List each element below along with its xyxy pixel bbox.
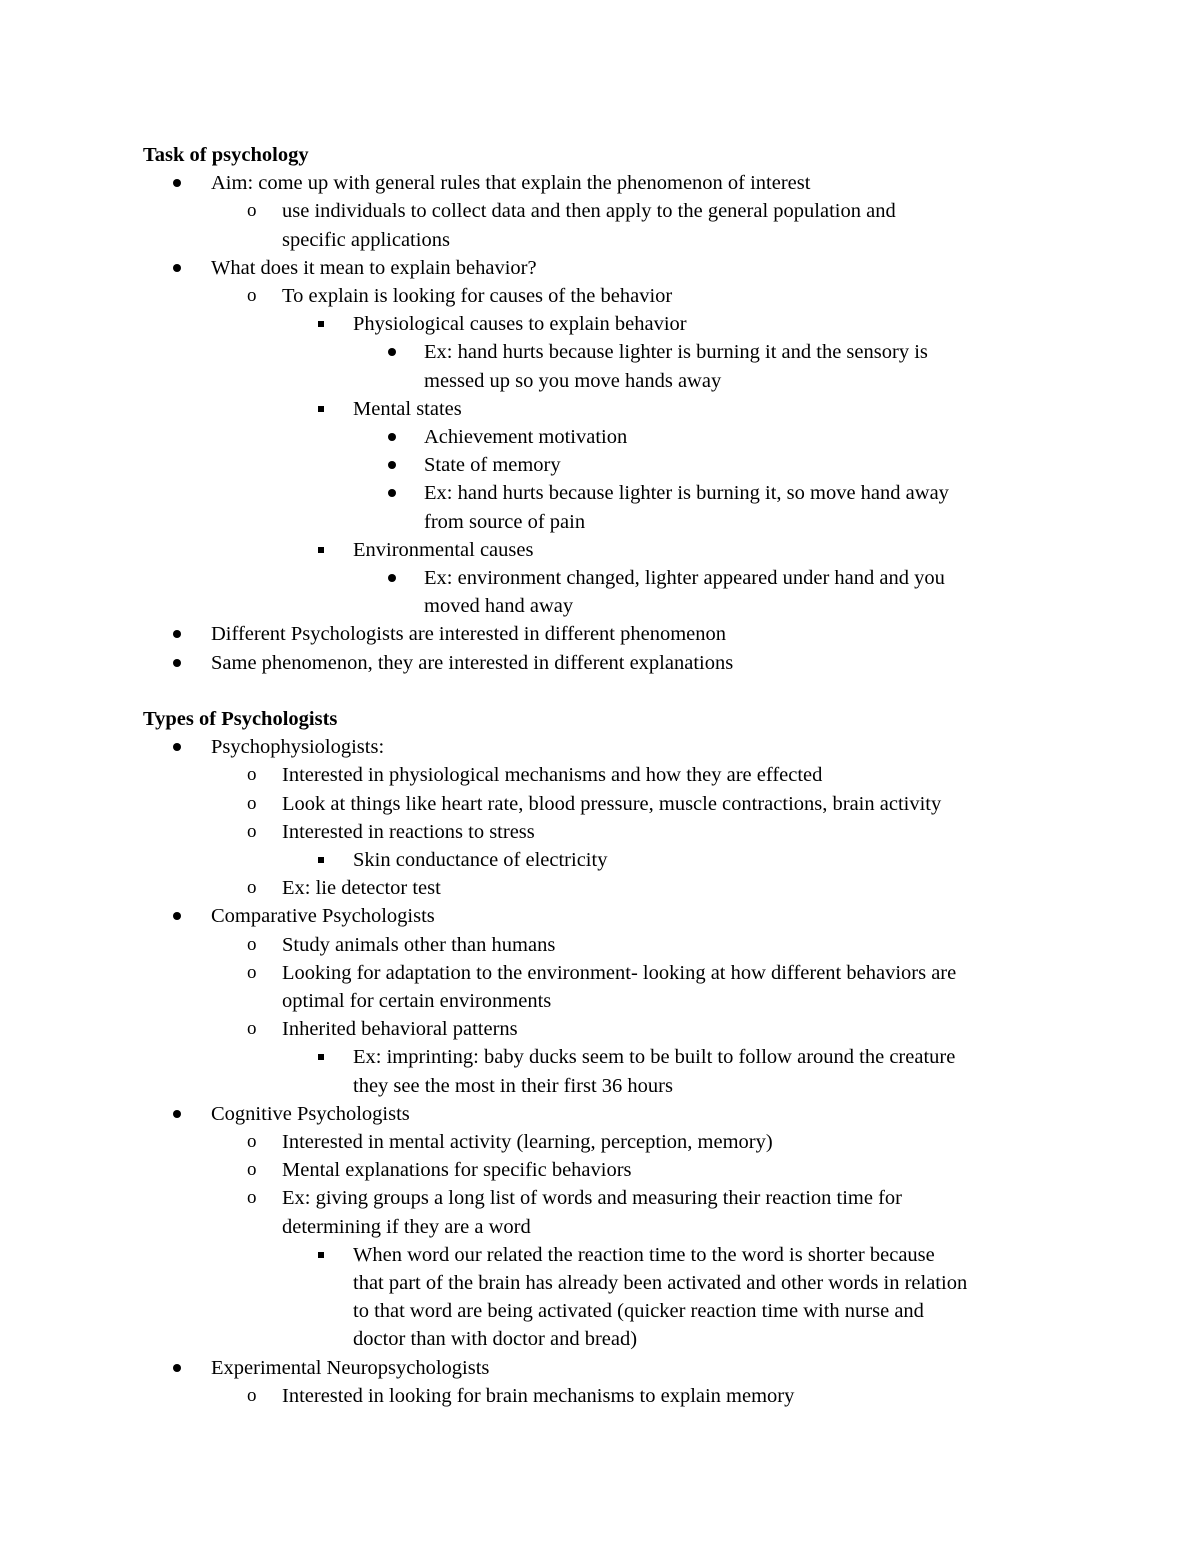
list-item-text: Different Psychologists are interested in different phenomenon (211, 623, 727, 646)
list-item-text: Same phenomenon, they are interested in different explanations (211, 651, 734, 674)
list-item-text: Look at things like heart rate, blood pressure, muscle contractions, brain activity (282, 792, 942, 815)
list-item-text: from source of pain (424, 510, 586, 533)
list-item-text: moved hand away (424, 595, 574, 618)
bullet-circle-icon: o (247, 961, 257, 983)
list-item-text: to that word are being activated (quicker reaction time with nurse and (353, 1300, 924, 1323)
list-item-text: Interested in looking for brain mechanisms to explain memory (282, 1384, 795, 1407)
section-heading: Task of psychology (143, 144, 309, 166)
list-item-text: Comparative Psychologists (211, 905, 435, 928)
list-item-text: Mental states (353, 397, 462, 420)
list-item-text: Inherited behavioral patterns (282, 1018, 518, 1041)
list-item-text: Mental explanations for specific behaviors (282, 1159, 632, 1182)
list-item-text: Aim: come up with general rules that explain the phenomenon of interest (211, 172, 811, 195)
bullet-circle-icon: o (247, 792, 257, 814)
list-item-text: Experimental Neuropsychologists (211, 1356, 490, 1379)
list-item-text: State of memory (424, 454, 561, 477)
list-item-text: specific applications (282, 228, 450, 251)
bullet-circle-icon: o (247, 820, 257, 842)
list-item-text: Ex: environment changed, lighter appeared under hand and you (424, 567, 945, 589)
list-item-text: they see the most in their first 36 hours (353, 1074, 673, 1097)
bullet-circle-icon: o (247, 1159, 257, 1181)
list-item-text: Interested in mental activity (learning, perception, memory) (282, 1131, 773, 1153)
list-item-text: When word our related the reaction time to the word is shorter because (353, 1243, 935, 1266)
bullet-circle-icon: o (247, 877, 257, 899)
list-item-text: Skin conductance of electricity (353, 849, 608, 871)
list-item-text: Ex: imprinting: baby ducks seem to be built to follow around the creature (353, 1046, 956, 1069)
list-item-text: Psychophysiologists: (211, 736, 385, 759)
bullet-circle-icon: o (247, 1187, 257, 1209)
list-item-text: determining if they are a word (282, 1215, 531, 1238)
list-item-text: that part of the brain has already been activated and other words in relation (353, 1272, 968, 1294)
section-heading: Types of Psychologists (143, 708, 338, 730)
list-item-text: Ex: lie detector test (282, 877, 441, 900)
list-item-text: Ex: giving groups a long list of words and measuring their reaction time for (282, 1187, 902, 1210)
bullet-circle-icon: o (247, 1131, 257, 1152)
bullet-circle-icon: o (247, 764, 257, 786)
list-item-text: Study animals other than humans (282, 933, 556, 956)
bullet-circle-icon: o (247, 933, 257, 955)
list-item-text: To explain is looking for causes of the behavior (282, 285, 673, 307)
list-item-text: messed up so you move hands away (424, 369, 722, 392)
list-item-text: doctor than with doctor and bread) (353, 1328, 638, 1351)
list-item-text: optimal for certain environments (282, 990, 552, 1012)
list-item-text: Looking for adaptation to the environment- looking at how different behaviors are (282, 961, 957, 984)
list-item-text: use individuals to collect data and then apply to the general population and (282, 200, 896, 223)
bullet-circle-icon: o (247, 285, 257, 306)
list-item-text: Ex: hand hurts because lighter is burning it, so move hand away (424, 482, 949, 505)
list-item-text: Ex: hand hurts because lighter is burning it and the sensory is (424, 341, 928, 364)
list-item-text: Environmental causes (353, 538, 534, 561)
bullet-circle-icon: o (247, 200, 257, 222)
bullet-circle-icon: o (247, 1018, 257, 1040)
list-item-text: Cognitive Psychologists (211, 1102, 410, 1125)
list-item-text: Interested in reactions to stress (282, 820, 535, 843)
list-item-text: Physiological causes to explain behavior (353, 313, 687, 336)
bullet-circle-icon: o (247, 1384, 257, 1406)
list-item-text: What does it mean to explain behavior? (211, 256, 537, 279)
list-item-text: Interested in physiological mechanisms and how they are effected (282, 764, 823, 787)
list-item-text: Achievement motivation (424, 426, 628, 448)
